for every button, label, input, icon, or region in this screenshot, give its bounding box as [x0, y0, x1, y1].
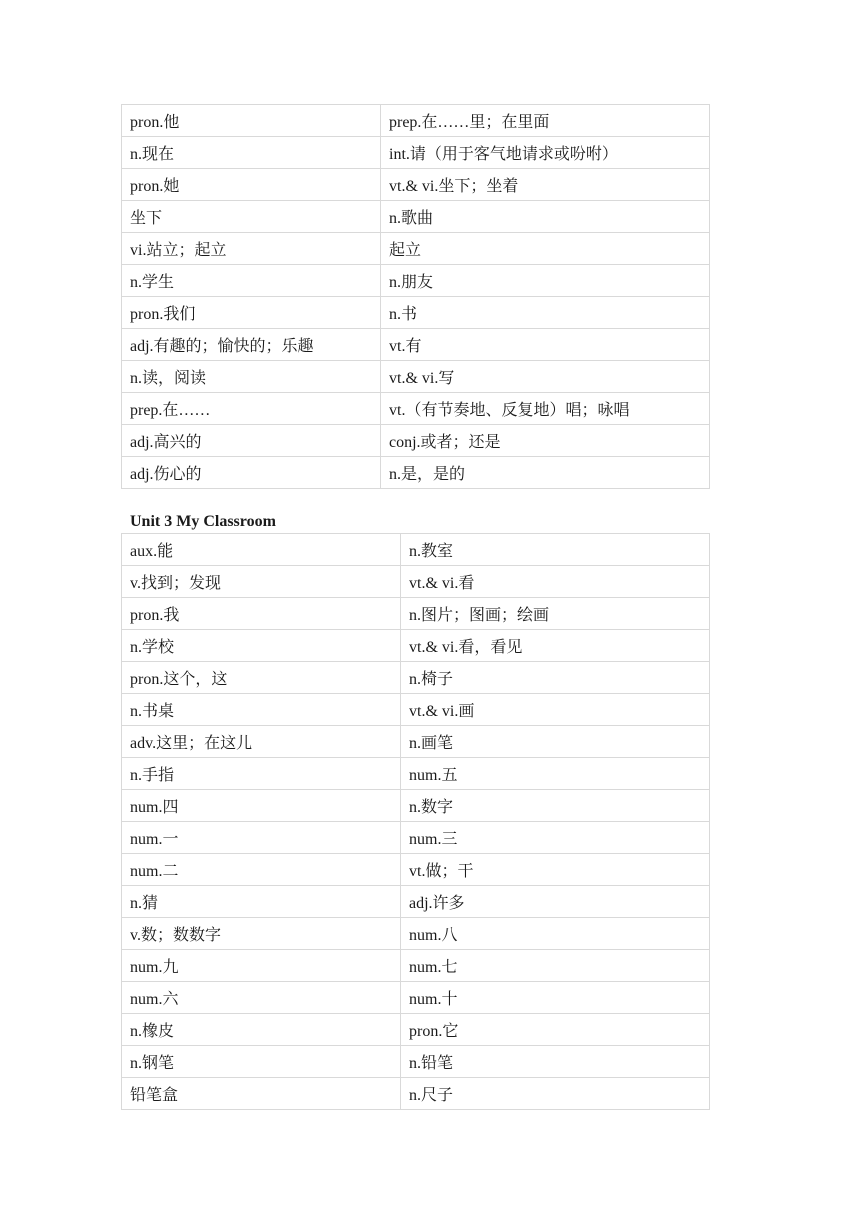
term-cell: n.手指 — [122, 758, 401, 790]
table-row — [122, 265, 710, 297]
term-cell: n.书桌 — [122, 694, 401, 726]
meaning-cell: vt.& vi.画 — [401, 694, 710, 726]
term-cell: vi.站立；起立 — [122, 233, 381, 265]
term-cell: n.猜 — [122, 886, 401, 918]
table-row — [122, 297, 710, 329]
vocabulary-table-1 — [121, 104, 710, 489]
meaning-cell: vt.& vi.坐下；坐着 — [381, 169, 710, 201]
table-row — [122, 425, 710, 457]
table-row — [122, 886, 710, 918]
meaning-cell: n.是，是的 — [381, 457, 710, 489]
table-row — [122, 918, 710, 950]
unit-3-heading: Unit 3 My Classroom — [130, 513, 276, 530]
table-row — [122, 457, 710, 489]
term-cell: pron.他 — [122, 105, 381, 137]
meaning-cell: vt.& vi.看 — [401, 566, 710, 598]
meaning-cell: num.十 — [401, 982, 710, 1014]
meaning-cell: vt.做；干 — [401, 854, 710, 886]
table-row — [122, 1014, 710, 1046]
table-1-body — [122, 105, 710, 489]
meaning-cell: n.铅笔 — [401, 1046, 710, 1078]
meaning-cell: n.图片；图画；绘画 — [401, 598, 710, 630]
meaning-cell: vt.& vi.看，看见 — [401, 630, 710, 662]
table-row — [122, 566, 710, 598]
table-row — [122, 534, 710, 566]
term-cell: pron.我 — [122, 598, 401, 630]
table-row — [122, 169, 710, 201]
table-row — [122, 950, 710, 982]
meaning-cell: pron.它 — [401, 1014, 710, 1046]
term-cell: adj.高兴的 — [122, 425, 381, 457]
table-row — [122, 694, 710, 726]
term-cell: adj.伤心的 — [122, 457, 381, 489]
term-cell: n.钢笔 — [122, 1046, 401, 1078]
term-cell: 铅笔盒 — [122, 1078, 401, 1110]
term-cell: prep.在…… — [122, 393, 381, 425]
meaning-cell: num.五 — [401, 758, 710, 790]
table-row — [122, 630, 710, 662]
table-row — [122, 361, 710, 393]
term-cell: n.学生 — [122, 265, 381, 297]
meaning-cell: num.七 — [401, 950, 710, 982]
meaning-cell: n.歌曲 — [381, 201, 710, 233]
table-2-body — [122, 534, 710, 1110]
meaning-cell: 起立 — [381, 233, 710, 265]
term-cell: num.四 — [122, 790, 401, 822]
table-row — [122, 329, 710, 361]
term-cell: num.六 — [122, 982, 401, 1014]
meaning-cell: n.朋友 — [381, 265, 710, 297]
term-cell: n.现在 — [122, 137, 381, 169]
table-row — [122, 1078, 710, 1110]
table-row — [122, 726, 710, 758]
term-cell: v.找到；发现 — [122, 566, 401, 598]
term-cell: adj.有趣的；愉快的；乐趣 — [122, 329, 381, 361]
meaning-cell: n.数字 — [401, 790, 710, 822]
table-row — [122, 233, 710, 265]
meaning-cell: vt.& vi.写 — [381, 361, 710, 393]
meaning-cell: num.八 — [401, 918, 710, 950]
term-cell: 坐下 — [122, 201, 381, 233]
table-row — [122, 822, 710, 854]
meaning-cell: num.三 — [401, 822, 710, 854]
term-cell: adv.这里；在这儿 — [122, 726, 401, 758]
meaning-cell: int.请（用于客气地请求或吩咐） — [381, 137, 710, 169]
meaning-cell: vt.（有节奏地、反复地）唱；咏唱 — [381, 393, 710, 425]
meaning-cell: adj.许多 — [401, 886, 710, 918]
meaning-cell: n.画笔 — [401, 726, 710, 758]
term-cell: v.数；数数字 — [122, 918, 401, 950]
term-cell: num.一 — [122, 822, 401, 854]
meaning-cell: n.椅子 — [401, 662, 710, 694]
term-cell: pron.这个，这 — [122, 662, 401, 694]
meaning-cell: prep.在……里；在里面 — [381, 105, 710, 137]
term-cell: num.二 — [122, 854, 401, 886]
term-cell: aux.能 — [122, 534, 401, 566]
meaning-cell: n.尺子 — [401, 1078, 710, 1110]
meaning-cell: n.书 — [381, 297, 710, 329]
table-row — [122, 854, 710, 886]
table-row — [122, 598, 710, 630]
table-row — [122, 982, 710, 1014]
meaning-cell: conj.或者；还是 — [381, 425, 710, 457]
term-cell: pron.我们 — [122, 297, 381, 329]
table-row — [122, 790, 710, 822]
term-cell: n.橡皮 — [122, 1014, 401, 1046]
term-cell: n.读，阅读 — [122, 361, 381, 393]
term-cell: num.九 — [122, 950, 401, 982]
term-cell: n.学校 — [122, 630, 401, 662]
table-row — [122, 137, 710, 169]
table-row — [122, 201, 710, 233]
table-row — [122, 662, 710, 694]
table-row — [122, 393, 710, 425]
meaning-cell: n.教室 — [401, 534, 710, 566]
table-row — [122, 758, 710, 790]
vocabulary-table-unit-3 — [121, 533, 710, 1110]
table-row — [122, 1046, 710, 1078]
term-cell: pron.她 — [122, 169, 381, 201]
meaning-cell: vt.有 — [381, 329, 710, 361]
table-row — [122, 105, 710, 137]
